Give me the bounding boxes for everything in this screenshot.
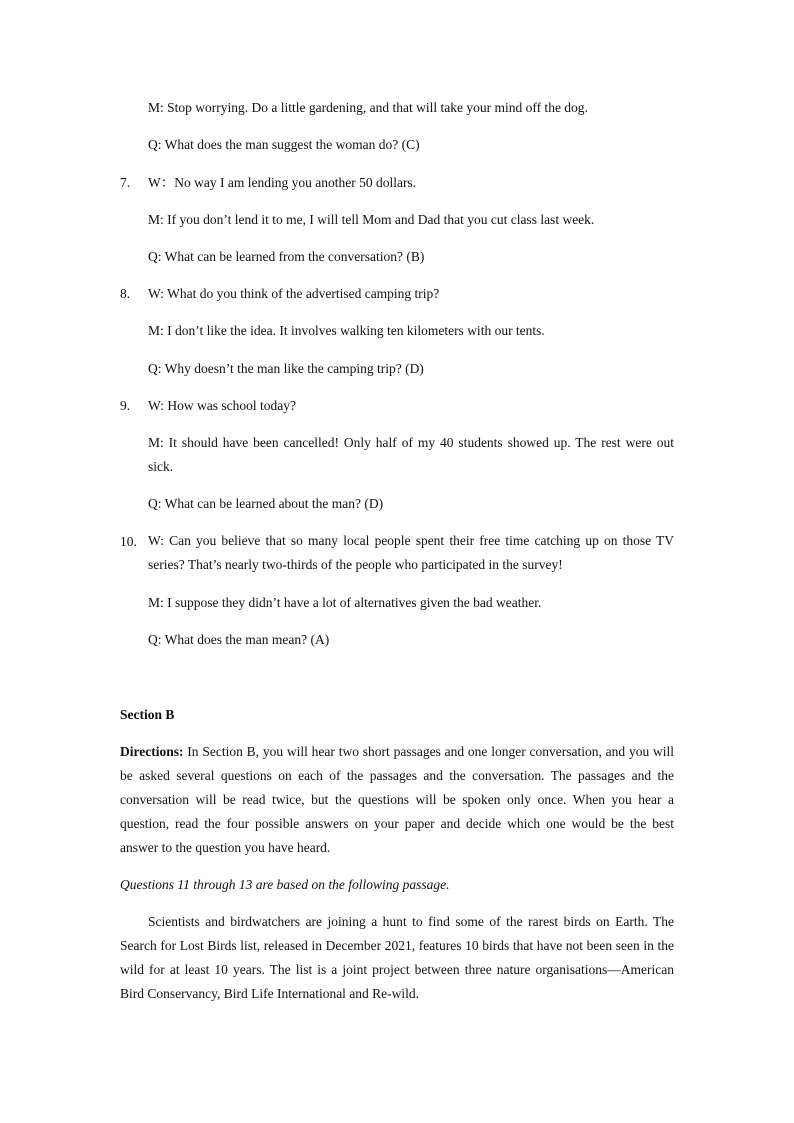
item-10-number: 10.	[120, 534, 137, 549]
item-6-man-line: M: Stop worrying. Do a little gardening, and that will take your mind off the dog.	[148, 100, 588, 115]
item-10-woman-line: W: Can you believe that so many local people spent their free time catching up on those TV series? That’s nearly two-thirds of the people who participated in the survey!	[148, 533, 674, 572]
item-9-number: 9.	[120, 398, 131, 413]
questions-intro: Questions 11 through 13 are based on the following passage.	[120, 877, 450, 892]
passage-paragraph: Scientists and birdwatchers are joining a hunt to find some of the rarest birds on Earth. The Search for Lost Birds list, released in December 2021, features 10 birds that have not been seen in the wild for at least 10 years. The list is a joint project between three nature organisations—American Bird Conservancy, Bird Life International and Re-wild.	[120, 914, 674, 1001]
item-8-man-line: M: I don’t like the idea. It involves walking ten kilometers with our tents.	[148, 323, 545, 338]
item-7-question-line: Q: What can be learned from the conversation? (B)	[148, 249, 425, 264]
item-10-question-line: Q: What does the man mean? (A)	[148, 632, 330, 647]
section-b-heading: Section B	[120, 707, 175, 722]
item-7-man-line: M: If you don’t lend it to me, I will tell Mom and Dad that you cut class last week.	[148, 212, 595, 227]
item-8-number: 8.	[120, 286, 131, 301]
directions-text: In Section B, you will hear two short passages and one longer conversation, and you will be asked several questions on each of the passages and the conversation. The passages and the conversation will be read twice, but the questions will be spoken only once. When you hear a question, read the four possible answers on your paper and decide which one would be the best answer to the question you have heard.	[120, 744, 674, 855]
directions-label: Directions:	[120, 744, 184, 759]
item-7-number: 7.	[120, 175, 131, 190]
item-6-question-line: Q: What does the man suggest the woman do? (C)	[148, 137, 420, 152]
item-9-man-line: M: It should have been cancelled! Only half of my 40 students showed up. The rest were out sick.	[148, 435, 674, 474]
item-7-woman-line: W：No way I am lending you another 50 dollars.	[148, 175, 417, 190]
directions-paragraph	[120, 740, 674, 860]
item-8-woman-line: W: What do you think of the advertised camping trip?	[148, 286, 440, 301]
item-10-man-line: M: I suppose they didn’t have a lot of alternatives given the bad weather.	[148, 595, 542, 610]
item-9-question-line: Q: What can be learned about the man? (D)	[148, 496, 384, 511]
item-8-question-line: Q: Why doesn’t the man like the camping trip? (D)	[148, 361, 424, 376]
item-9-woman-line: W: How was school today?	[148, 398, 296, 413]
